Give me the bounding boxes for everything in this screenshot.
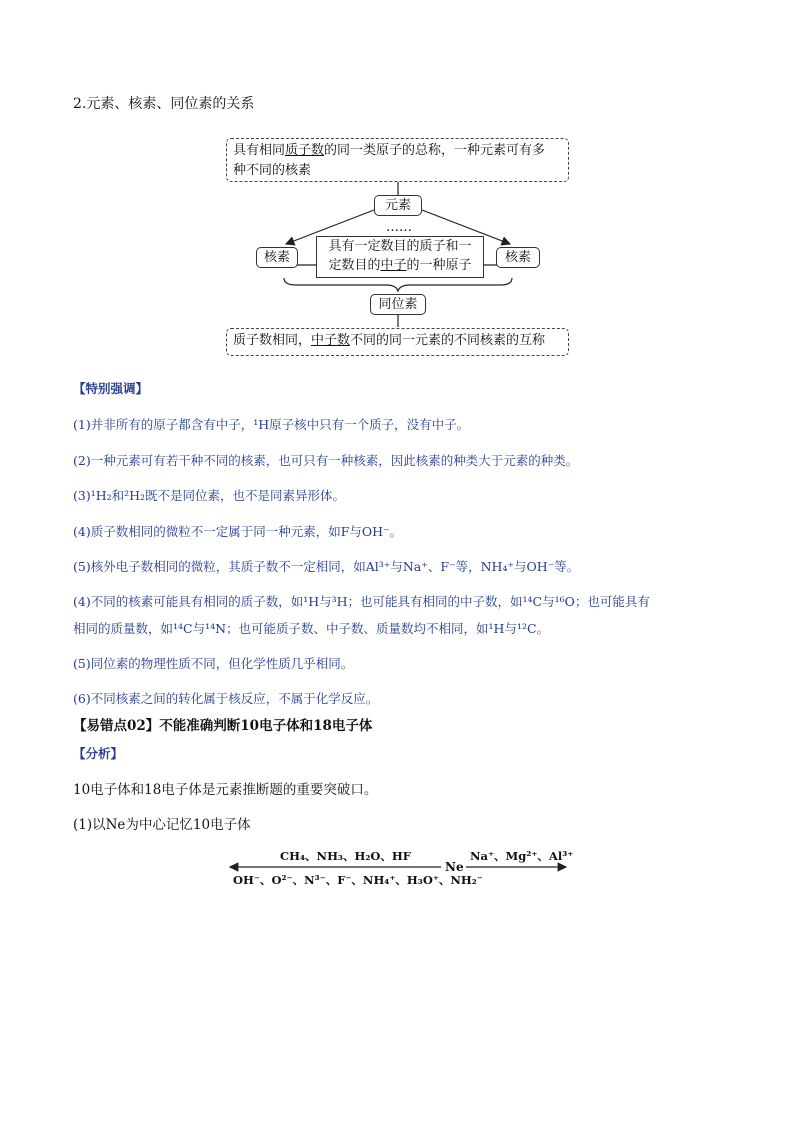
emphasis-item-7: (5)同位素的物理性质不同，但化学性质几乎相同。	[73, 656, 354, 671]
isotope-box: 同位素	[370, 294, 426, 315]
ne-center: Ne	[445, 860, 464, 874]
emphasis-item-5: (5)核外电子数相同的微粒，其质子数不一定相同，如Al³⁺与Na⁺、F⁻等，NH₄⁺与OH⁻等。	[73, 559, 580, 574]
emphasis-item-8: (6)不同核素之间的转化属于核反应，不属于化学反应。	[73, 691, 379, 706]
analysis-intro: 10电子体和18电子体是元素推断题的重要突破口。	[73, 782, 378, 798]
definition-line-2: 种不同的核素	[233, 163, 312, 178]
emphasis-item-2: (2)一种元素可有若干种不同的核素，也可只有一种核素，因此核素的种类大于元素的种类。	[73, 453, 579, 468]
emphasis-item-3: (3)¹H₂和²H₂既不是同位素，也不是同素异形体。	[73, 488, 346, 503]
emphasis-title: 【特别强调】	[73, 381, 149, 396]
definition-element-box	[226, 138, 569, 182]
brace	[284, 278, 512, 291]
definition-isotope-box: 质子数相同，中子数不同的同一元素的不同核素的互称	[226, 328, 569, 356]
mistake-title: 【易错点02】不能准确判断10电子体和18电子体	[73, 718, 373, 734]
ne-left-top-species: CH₄、NH₃、H₂O、HF	[280, 849, 411, 863]
section-heading: 2.元素、核素、同位素的关系	[73, 96, 255, 112]
nuclide-box-left: 核素	[256, 247, 298, 268]
element-box: 元素	[374, 195, 422, 216]
analysis-label: 【分析】	[73, 746, 124, 761]
nuclide-box-right: 核素	[496, 247, 540, 268]
emphasis-item-6-line-2: 相同的质量数，如¹⁴C与¹⁴N；也可能质子数、中子数、质量数均不相同，如¹H与¹²C。	[73, 621, 550, 636]
ne-left-bottom-species: OH⁻、O²⁻、N³⁻、F⁻、NH₄⁺、H₃O⁺、NH₂⁻	[233, 873, 483, 887]
emphasis-item-6-line-1: (4)不同的核素可能具有相同的质子数，如¹H与³H；也可能具有相同的中子数，如¹⁴C与¹⁶O；也可能具有	[73, 594, 650, 609]
definition-line-1: 具有相同质子数的同一类原子的总称，一种元素可有多	[233, 143, 546, 158]
ne-right-top-species: Na⁺、Mg²⁺、Al³⁺	[470, 849, 574, 863]
dots: ……	[386, 220, 412, 235]
emphasis-item-4: (4)质子数相同的微粒不一定属于同一种元素，如F与OH⁻。	[73, 524, 403, 539]
nuclide-definition-box: 具有一定数目的质子和一 定数目的中子的一种原子	[316, 236, 484, 278]
emphasis-item-1: (1)并非所有的原子都含有中子，¹H原子核中只有一个质子，没有中子。	[73, 417, 470, 432]
ten-electron-subtitle: (1)以Ne为中心记忆10电子体	[73, 817, 251, 833]
